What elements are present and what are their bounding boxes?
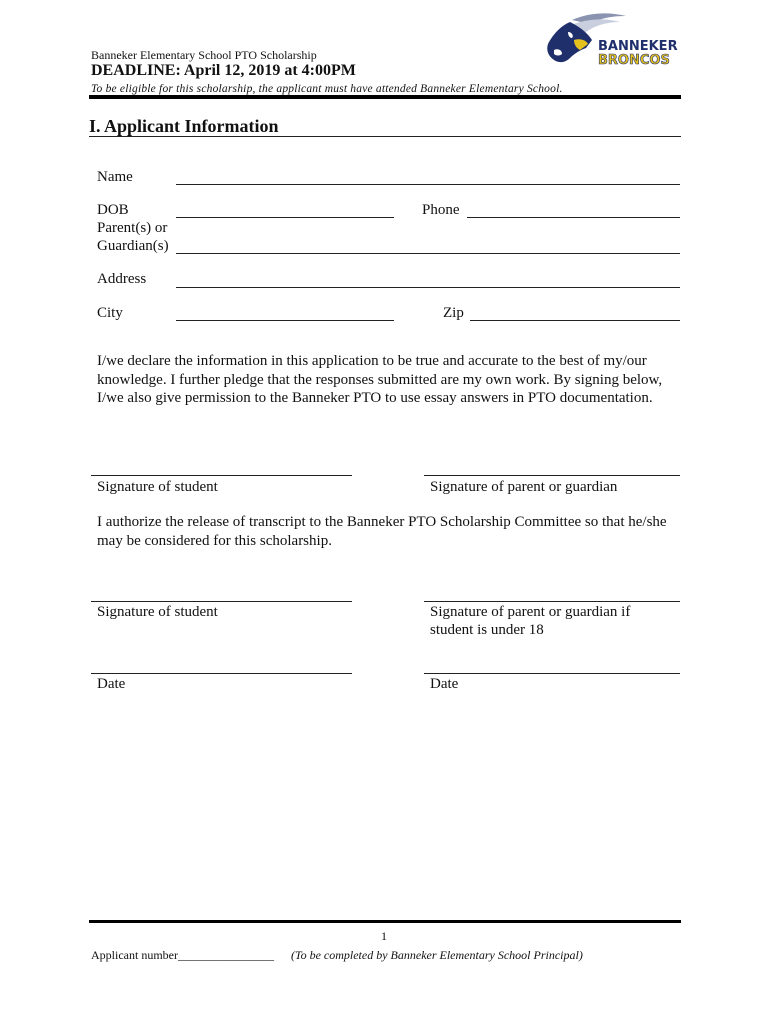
student-signature-line-1[interactable] (91, 475, 352, 476)
city-label: City (97, 305, 123, 321)
transcript-authorization-text: I authorize the release of transcript to the Banneker PTO Scholarship Committee so that he/she may be considered for this scholarship. (97, 514, 667, 549)
date-line-right[interactable] (424, 673, 680, 674)
address-field[interactable] (176, 287, 680, 288)
parents-label-line1: Parent(s) or (97, 220, 168, 236)
student-signature-label-2: Signature of student (97, 604, 218, 620)
parent-signature-label-2b: student is under 18 (430, 622, 544, 638)
dob-field[interactable] (176, 217, 394, 218)
student-signature-label-1: Signature of student (97, 479, 218, 495)
applicant-number: Applicant number________________ (91, 948, 274, 962)
section-title: I. Applicant Information (89, 116, 279, 136)
declaration-text: I/we declare the information in this application to be true and accurate to the best of my/our knowledge. I further pledge that the responses submitted are my own work. By signing below, I/we also give permission to the Banneker PTO to use essay answers in PTO documentation. (97, 353, 663, 406)
city-field[interactable] (176, 320, 394, 321)
date-line-left[interactable] (91, 673, 352, 674)
header-rule (89, 95, 681, 99)
date-label-right: Date (430, 676, 459, 692)
eligibility-note: To be eligible for this scholarship, the applicant must have attended Banneker Elementary School. (91, 83, 563, 95)
program-title: Banneker Elementary School PTO Scholarship (91, 48, 317, 62)
date-label-left: Date (97, 676, 126, 692)
parent-signature-label-1: Signature of parent or guardian (430, 479, 618, 495)
svg-text:BRONCOS: BRONCOS (598, 53, 670, 68)
deadline-heading: DEADLINE: April 12, 2019 at 4:00PM (91, 62, 356, 79)
bronco-horse-logo-icon (540, 10, 690, 72)
student-signature-line-2[interactable] (91, 601, 352, 602)
parents-field[interactable] (176, 253, 680, 254)
section-rule (89, 136, 681, 137)
parents-label-line2: Guardian(s) (97, 238, 169, 254)
dob-label: DOB (97, 202, 129, 218)
parent-signature-line-1[interactable] (424, 475, 680, 476)
name-field[interactable] (176, 184, 680, 185)
svg-text:BANNEKER: BANNEKER (598, 39, 678, 54)
phone-field[interactable] (467, 217, 680, 218)
zip-field[interactable] (470, 320, 680, 321)
principal-note: (To be completed by Banneker Elementary School Principal) (291, 948, 583, 962)
parent-signature-line-2[interactable] (424, 601, 680, 602)
footer-rule (89, 920, 681, 923)
banneker-broncos-logo (540, 10, 690, 72)
name-label: Name (97, 169, 133, 185)
parent-signature-label-2a: Signature of parent or guardian if (430, 604, 631, 620)
address-label: Address (97, 271, 147, 287)
page-number: 1 (381, 929, 387, 943)
phone-label: Phone (422, 202, 460, 218)
zip-label: Zip (443, 305, 464, 321)
